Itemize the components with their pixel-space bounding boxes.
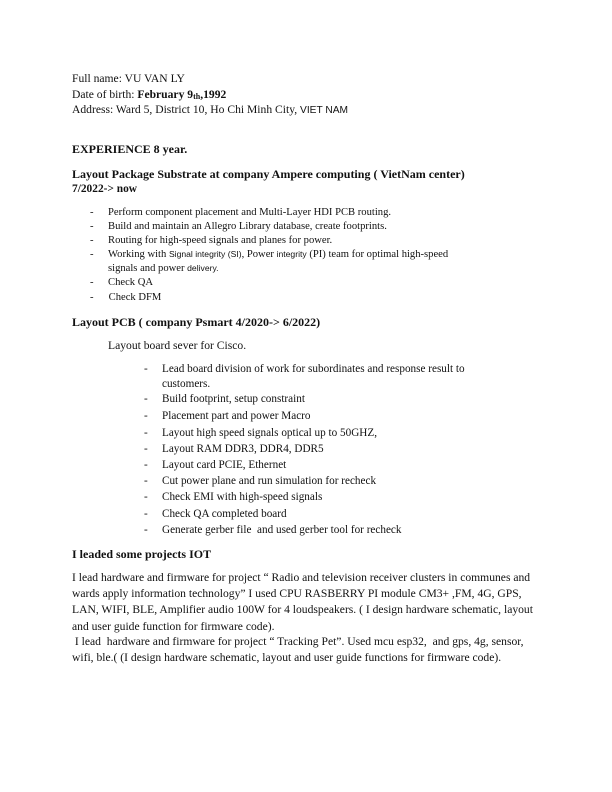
address-country: VIET NAM bbox=[300, 105, 348, 116]
iot-paragraph-tracking-pet: I lead hardware and firmware for project “ Tracking Pet”. Used mcu esp32, and gps, 4g, sensor, wifi, ble.( (I design hardware schematic, layout and user guide functions for firmware code). bbox=[72, 635, 527, 665]
bullet-dash: - bbox=[144, 475, 148, 487]
bullet-dash: - bbox=[90, 207, 94, 218]
full-name-label: Full name: bbox=[72, 72, 125, 85]
bullet-dash: - bbox=[90, 249, 94, 260]
bullet-dash: - bbox=[144, 427, 148, 439]
job2-bullet: Check QA completed board bbox=[162, 508, 287, 520]
job1-bullet: Check QA bbox=[108, 277, 154, 288]
bullet-dash: - bbox=[144, 459, 148, 471]
iot-paragraph-radio: I lead hardware and firmware for project “ Radio and television receiver clusters in communes and wards apply information technology” I used CPU RASBERRY PI module CM3+ ,FM, 4G, GPS, LAN, WIFI, BLE, Amplifier audio 100W for 4 loudspeakers. ( I design hardware schematic, layout and user guide function for firmware code). bbox=[72, 571, 533, 633]
job2-bullet: Lead board division of work for subordinates and response result to bbox=[162, 363, 465, 375]
job2-bullet: Cut power plane and run simulation for recheck bbox=[162, 475, 377, 487]
job1-bullet: Perform component placement and Multi-Layer HDI PCB routing. bbox=[108, 207, 392, 218]
job1-bullet: Check DFM bbox=[106, 292, 162, 303]
job2-bullet: Layout RAM DDR3, DDR4, DDR5 bbox=[162, 443, 324, 455]
job2-bullet: Check EMI with high-speed signals bbox=[162, 491, 323, 503]
job2-bullet-cont: customers. bbox=[162, 378, 211, 390]
bullet-dash: - bbox=[90, 221, 94, 232]
bullet-dash: - bbox=[144, 363, 148, 375]
job1-bullet: Routing for high-speed signals and planes for power. bbox=[108, 235, 333, 246]
bullet-dash: - bbox=[90, 235, 94, 246]
job2-bullet: Generate gerber file and used gerber tool for recheck bbox=[162, 524, 402, 536]
address-line bbox=[72, 103, 348, 116]
dob-year: ,1992 bbox=[200, 88, 227, 101]
bullet-dash: - bbox=[144, 524, 148, 536]
job2-bullet: Build footprint, setup constraint bbox=[162, 393, 305, 405]
dob-line bbox=[72, 88, 226, 101]
bullet-dash: - bbox=[144, 410, 148, 422]
job2-bullet: Layout high speed signals optical up to 50GHZ, bbox=[162, 427, 378, 439]
bullet-dash: - bbox=[144, 443, 148, 455]
job2-bullet: Layout card PCIE, Ethernet bbox=[162, 459, 287, 471]
dob-month-day: February 9 bbox=[137, 88, 194, 101]
job1-title: Layout Package Substrate at company Ampere computing ( VietNam center) bbox=[72, 167, 465, 181]
address-label: Address: Ward 5, District 10, Ho Chi Minh City, bbox=[72, 103, 301, 116]
job1-bullet: Build and maintain an Allegro Library database, create footprints. bbox=[108, 221, 387, 232]
iot-heading: I leaded some projects IOT bbox=[72, 547, 212, 561]
job2-title: Layout PCB ( company Psmart 4/2020-> 6/2022) bbox=[72, 315, 321, 329]
job1-period: 7/2022-> now bbox=[72, 183, 138, 195]
dob-suffix: th bbox=[193, 92, 201, 101]
bullet-dash: - bbox=[144, 508, 148, 520]
bullet-dash: - bbox=[144, 491, 148, 503]
experience-heading: EXPERIENCE 8 year. bbox=[72, 142, 188, 156]
full-name-value: VU VAN LY bbox=[124, 72, 185, 85]
bullet-dash: - bbox=[144, 393, 148, 405]
full-name-line bbox=[72, 72, 185, 85]
dob-label: Date of birth: bbox=[72, 88, 138, 101]
bullet-dash: - bbox=[90, 277, 94, 288]
job2-bullet: Placement part and power Macro bbox=[162, 410, 311, 422]
job1-bullet-si-pi-cont: signals and power delivery. bbox=[108, 263, 219, 274]
job1-bullet-si-pi: Working with Signal integrity (SI), Power integrity (PI) team for optimal high-speed bbox=[108, 249, 449, 260]
bullet-dash: - bbox=[90, 292, 94, 303]
job2-intro: Layout board sever for Cisco. bbox=[108, 339, 247, 352]
